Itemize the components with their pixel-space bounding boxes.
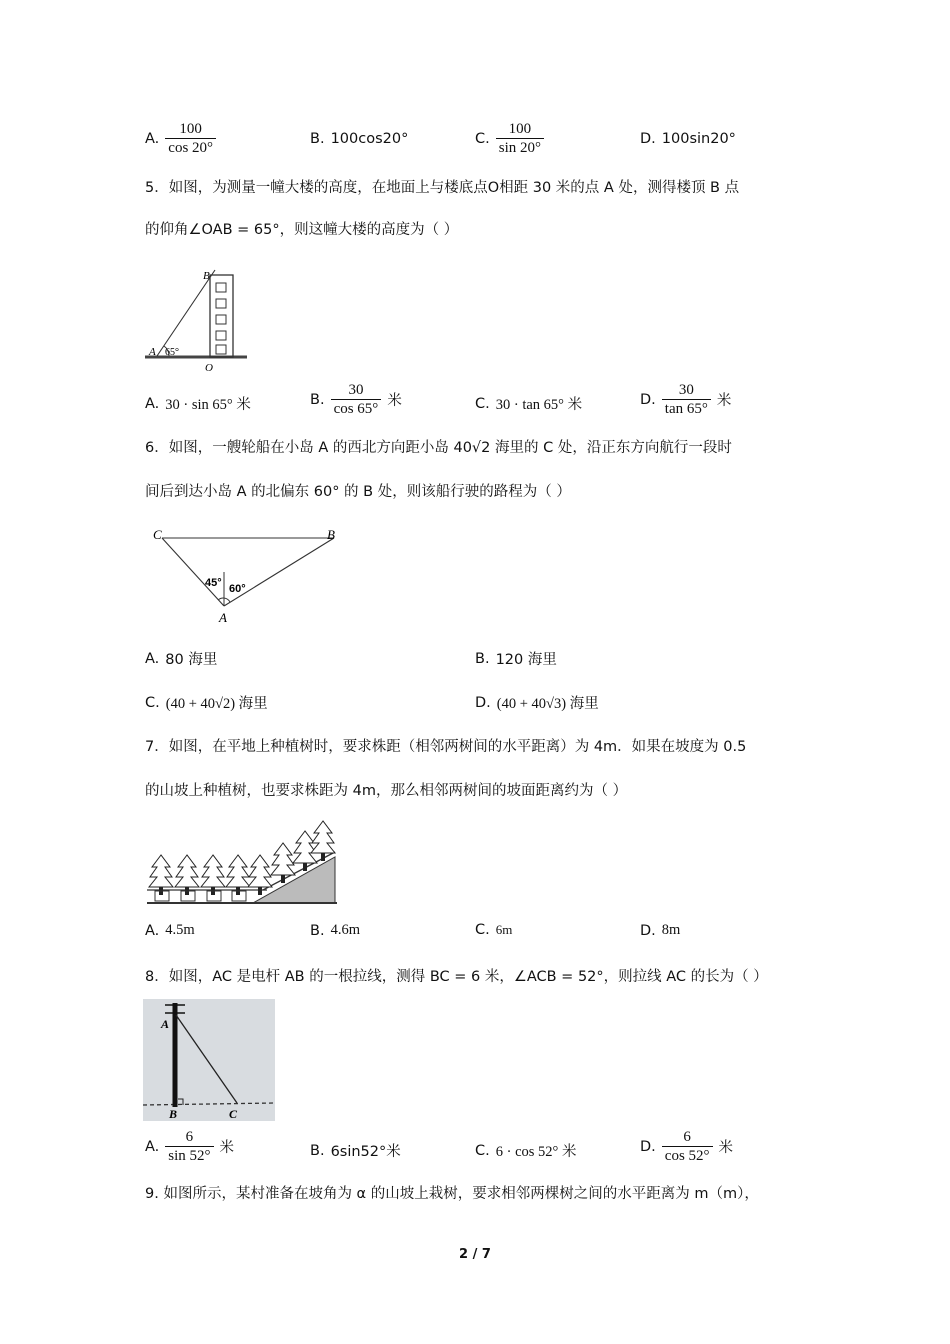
option-label: D. [475, 694, 491, 711]
unit: 米 [387, 393, 402, 409]
denominator: sin 20° [496, 138, 544, 157]
numerator: 6 [683, 1129, 691, 1145]
label-c: C [229, 1107, 238, 1121]
q5-option-b [310, 381, 402, 418]
numerator: 100 [179, 121, 202, 137]
sight-line [157, 270, 215, 356]
q7-option-d [640, 922, 680, 939]
denominator: tan 65° [662, 399, 711, 418]
option-label: C. [475, 130, 490, 147]
option-label: D. [640, 1138, 656, 1155]
q9-text-line1: 9. 如图所示，某村准备在坡角为 α 的山坡上栽树，要求相邻两棵树之间的水平距离为 m（m）， [145, 1186, 759, 1202]
fraction [165, 120, 216, 157]
ground-marks [155, 891, 246, 901]
numerator: 100 [508, 121, 532, 137]
q8-figure [143, 999, 275, 1121]
label-b: B [327, 527, 335, 542]
option-text: 6sin52°米 [330, 1144, 401, 1160]
option-label: B. [310, 922, 325, 939]
line-ca [162, 538, 224, 606]
label-o: O [205, 362, 213, 374]
q7-text-line2: 的山坡上种植树，也要求株距为 4m，那么相邻两树间的坡面距离约为（ ） [145, 783, 628, 799]
q4-option-c [475, 120, 544, 157]
label-angle: 65° [165, 347, 179, 358]
window [216, 299, 226, 308]
option-text: (40 + 40√2) 海里 [165, 696, 268, 712]
q7-option-a [145, 922, 195, 939]
angle-arc-60 [224, 598, 230, 602]
numerator: 30 [348, 382, 364, 398]
q8-text-line1: 8．如图，AC 是电杆 AB 的一根拉线，测得 BC = 6 米，∠ACB = 52°，则拉线 AC 的长为（ ） [145, 969, 768, 985]
tree [311, 821, 335, 861]
q7-option-b [310, 922, 360, 939]
numerator: 30 [678, 382, 694, 398]
q5-option-a [145, 393, 251, 414]
q6-option-b [475, 648, 557, 669]
label-a: A [161, 1017, 170, 1031]
q8-option-b [310, 1140, 401, 1161]
q8-option-c [475, 1140, 576, 1161]
q5-figure [143, 255, 253, 375]
denominator: sin 52° [165, 1146, 213, 1165]
q5-option-c [475, 393, 582, 414]
fraction [331, 381, 382, 418]
option-label: D. [640, 922, 656, 939]
unit: 米 [219, 1140, 235, 1156]
q4-option-d [640, 131, 736, 147]
q6-text-line1: 6．如图，一艘轮船在小岛 A 的西北方向距小岛 40√2 海里的 C 处，沿正东方向航行一段时 [145, 440, 732, 456]
fraction [496, 120, 544, 157]
unit: 米 [716, 393, 732, 409]
window [216, 283, 226, 292]
option-text: 6 · cos 52° 米 [495, 1144, 577, 1160]
option-text: 6m [495, 922, 513, 937]
option-label: B. [310, 391, 325, 408]
fraction [662, 1128, 713, 1165]
fraction [662, 381, 711, 418]
q7-option-c [475, 922, 512, 938]
q6-figure [148, 524, 348, 628]
option-text: 120 海里 [495, 652, 557, 668]
option-text: 100cos20° [330, 131, 409, 147]
label-45: 45° [205, 577, 222, 589]
tree [271, 843, 295, 883]
fraction [165, 1128, 213, 1165]
tree [248, 855, 272, 895]
q5-option-d [640, 381, 731, 418]
option-text: 30 · tan 65° 米 [495, 397, 583, 413]
option-text: 30 · sin 65° 米 [165, 397, 251, 413]
window [216, 331, 226, 340]
q6-option-a [145, 648, 217, 669]
unit: 米 [718, 1140, 734, 1156]
option-label: D. [640, 131, 656, 147]
q4-option-b [310, 131, 408, 147]
q5-text-line2: 的仰角∠OAB = 65°，则这幢大楼的高度为（ ） [145, 222, 459, 238]
q4-option-a [145, 120, 216, 157]
window [216, 345, 226, 354]
option-label: B. [310, 1142, 325, 1159]
option-label: C. [145, 694, 160, 711]
option-label: A. [145, 395, 160, 412]
q7-text-line1: 7．如图，在平地上种植树时，要求株距（相邻两树间的水平距离）为 4m．如果在坡度为 0.5 [145, 739, 747, 755]
tree [201, 855, 225, 895]
angle-arc-45 [218, 598, 224, 600]
option-label: A. [145, 922, 160, 939]
option-label: C. [475, 922, 490, 938]
window [216, 315, 226, 324]
q8-option-d [640, 1128, 733, 1165]
option-label: A. [145, 1138, 160, 1155]
option-text: 4.5m [165, 922, 195, 938]
q5-text-line1: 5．如图，为测量一幢大楼的高度，在地面上与楼底点O相距 30 米的点 A 处，测得楼顶 B 点 [145, 180, 740, 196]
tree [175, 855, 199, 895]
option-text: (40 + 40√3) 海里 [496, 696, 599, 712]
option-text: 100sin20° [661, 131, 736, 147]
option-label: D. [640, 391, 656, 408]
page-number: 2 / 7 [459, 1247, 491, 1262]
denominator: cos 65° [331, 399, 382, 418]
label-b: B [169, 1107, 178, 1121]
option-text: 80 海里 [165, 652, 218, 668]
q6-option-d [475, 692, 599, 713]
q6-option-c [145, 692, 268, 713]
option-text: 8m [661, 922, 681, 938]
label-a: A [219, 610, 227, 625]
option-label: A. [145, 650, 160, 667]
q6-text-line2: 间后到达小岛 A 的北偏东 60° 的 B 处，则该船行驶的路程为（ ） [145, 484, 571, 500]
option-label: B. [310, 131, 325, 147]
label-b: B [203, 270, 210, 282]
option-label: C. [475, 395, 490, 412]
line-ab [224, 538, 334, 606]
label-c: C [153, 527, 162, 542]
denominator: cos 20° [165, 138, 216, 157]
numerator: 6 [185, 1129, 194, 1145]
label-a: A [149, 346, 156, 358]
tree [226, 855, 250, 895]
option-label: A. [145, 130, 160, 147]
q8-option-a [145, 1128, 234, 1165]
option-label: B. [475, 650, 490, 667]
option-label: C. [475, 1142, 490, 1159]
q7-figure [145, 817, 340, 907]
label-60: 60° [229, 583, 246, 595]
tree [149, 855, 173, 895]
denominator: cos 52° [662, 1146, 713, 1165]
option-text: 4.6m [330, 922, 360, 938]
